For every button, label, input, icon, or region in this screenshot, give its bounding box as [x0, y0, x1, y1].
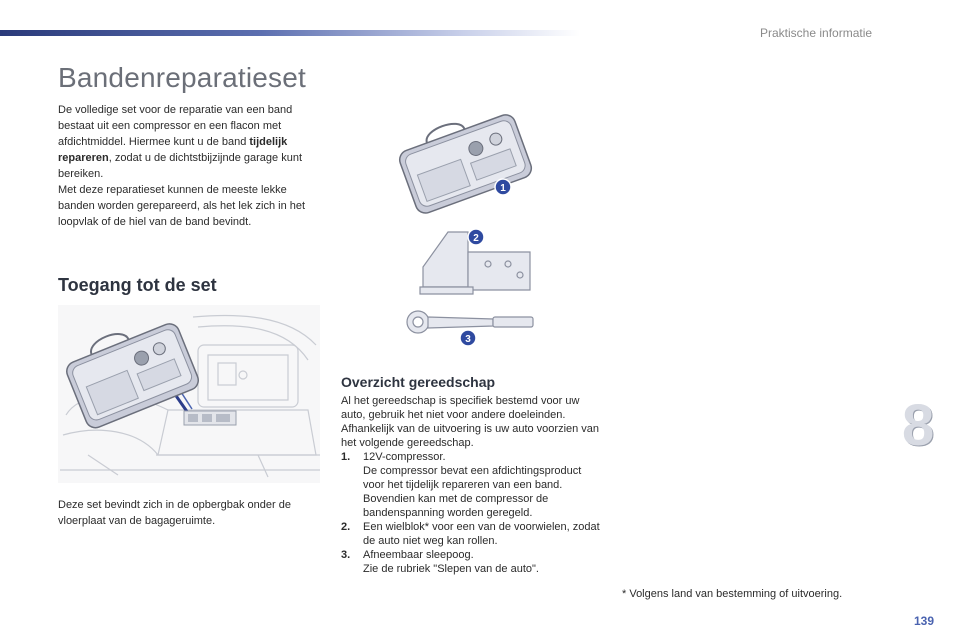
overview-intro: Al het gereedschap is specifiek bestemd voor uw auto, gebruik het niet voor andere doeleinden. Afhankelijk van de uitvoering is uw auto voorzien van het volgende gereedschap.: [341, 395, 600, 449]
footnote: * Volgens land van bestemming of uitvoering.: [622, 588, 843, 600]
section-label: Praktische informatie: [760, 26, 873, 40]
item-text: [363, 548, 603, 576]
header-accent-bar: [0, 30, 580, 36]
intro-part1: De volledige set voor de reparatie van een band bestaat uit een compressor en een flacon met afdichtmiddel. Hiermee kunt u de band: [58, 104, 293, 148]
item-title: 12V-compressor.: [363, 451, 446, 463]
access-caption: Deze set bevindt zich in de opbergbak onder de vloerplaat van de bagageruimte.: [58, 499, 291, 527]
callout-2: 2: [473, 233, 479, 244]
page-number: 139: [914, 614, 935, 628]
item-text: [363, 450, 603, 520]
list-item: [341, 520, 603, 548]
intro-para2: Met deze reparatieset kunnen de meeste lekke banden worden gerepareerd, als het lek zich in het loopvlak of de hiel van de band bevindt.: [58, 184, 306, 228]
callout-3: 3: [465, 334, 471, 345]
intro-bold: tijdelijk repareren: [58, 136, 288, 164]
item-title: Afneembaar sleepoog.: [363, 549, 474, 561]
page-title: Bandenreparatieset: [58, 62, 306, 93]
tools-illustration: [398, 112, 543, 352]
intro-text: [58, 102, 320, 230]
item-sub: Zie de rubriek "Slepen van de auto".: [363, 563, 539, 575]
list-item: [341, 548, 603, 576]
overview-heading: Overzicht gereedschap: [341, 374, 496, 390]
access-heading: Toegang tot de set: [58, 275, 217, 295]
overview-text: [341, 394, 603, 576]
intro-part2: , zodat u de dichtstbijzijnde garage kunt bereiken.: [58, 152, 303, 180]
item-sub: De compressor bevat een afdichtingsproduct voor het tijdelijk repareren van een band. Bovendien kan met de compressor de bandenspanning worden geregeld.: [363, 465, 582, 519]
callout-1: 1: [500, 183, 506, 194]
item-text: Een wielblok* voor een van de voorwielen, zodat de auto niet weg kan rollen.: [363, 521, 600, 547]
list-item: [341, 450, 603, 520]
chapter-number: 8: [902, 393, 935, 458]
item-number: 1.: [341, 451, 351, 463]
item-number: 3.: [341, 549, 351, 561]
item-number: 2.: [341, 521, 351, 533]
trunk-illustration: [58, 305, 320, 483]
